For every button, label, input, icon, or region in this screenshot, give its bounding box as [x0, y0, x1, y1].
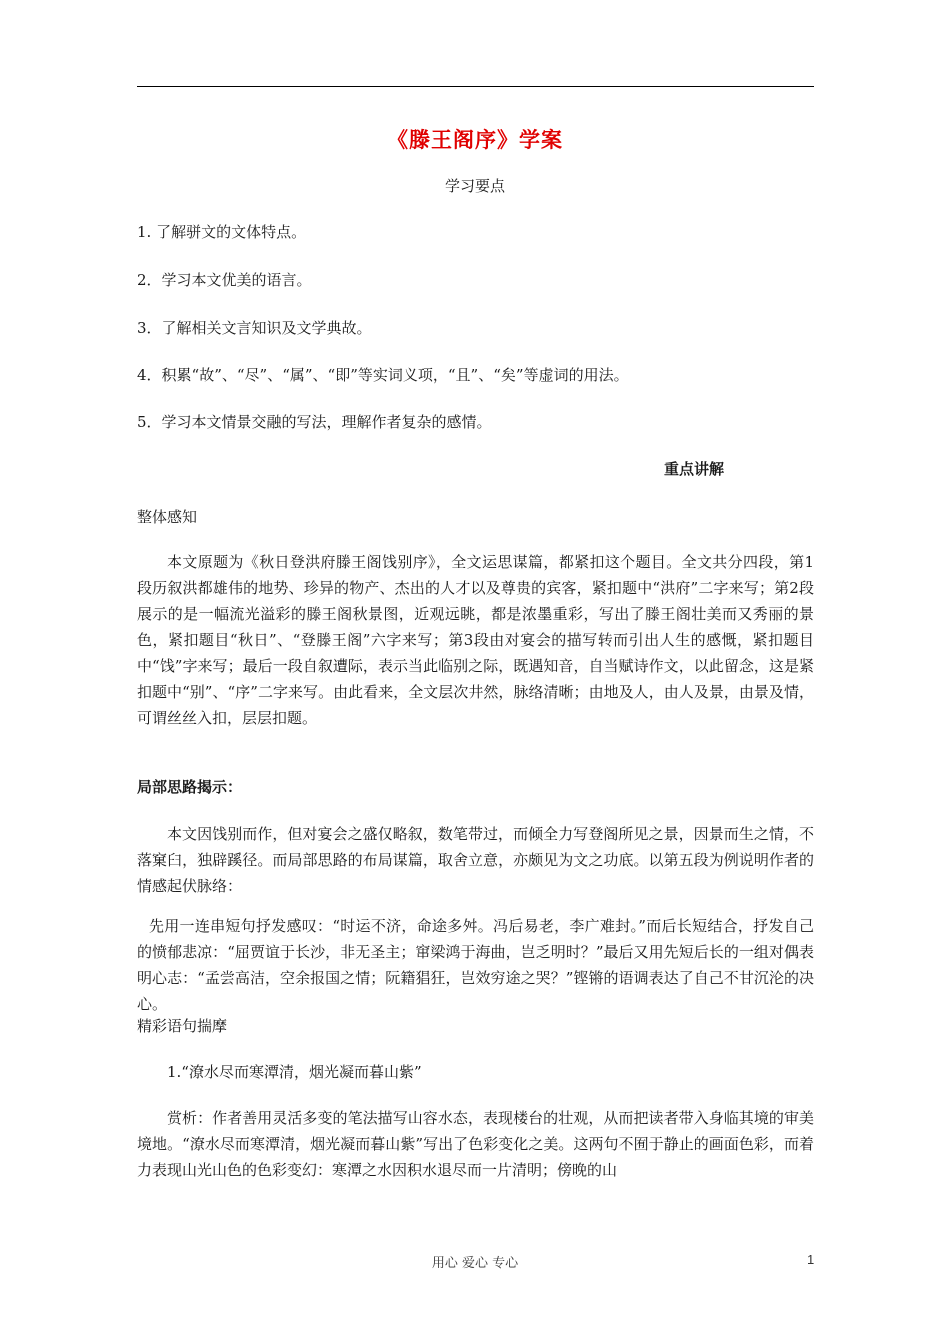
focus-heading: 重点讲解 [664, 460, 725, 478]
page-footer: 用心 爱心 专心 [431, 1256, 519, 1271]
local-heading: 局部思路揭示： [137, 778, 243, 796]
goal-item: 2．学习本文优美的语言。 [137, 271, 312, 289]
goal-item: 5．学习本文情景交融的写法，理解作者复杂的感情。 [137, 413, 492, 431]
goal-item: 1. 了解骈文的文体特点。 [137, 223, 307, 241]
goal-item: 4．积累“故”、“尽”、“属”、“即”等实词义项，“且”、“矣”等虚词的用法。 [137, 366, 629, 384]
analysis-paragraph: 赏析：作者善用灵活多变的笔法描写山容水态，表现楼台的壮观，从而把读者带入身临其境的审美境地。“潦水尽而寒潭清，烟光凝而暮山紫”写出了色彩变化之美。这两句不囿于静止的画面色彩，而着力表现山光山色的色彩变幻：寒潭之水因积水退尽而一片清明；傍晚的山 [137, 1109, 814, 1179]
header-rule [137, 86, 814, 87]
sentence-heading: 精彩语句揣摩 [137, 1017, 228, 1035]
sentence-item: 1.“潦水尽而寒潭清，烟光凝而暮山紫” [167, 1063, 422, 1081]
overall-heading: 整体感知 [137, 508, 198, 526]
local-paragraph-1: 本文因饯别而作，但对宴会之盛仅略叙，数笔带过，而倾全力写登阁所见之景，因景而生之情，不落窠臼，独辟蹊径。而局部思路的布局谋篇，取舍立意，亦颇见为文之功底。以第五段为例说明作者的情感起伏脉络： [137, 825, 814, 895]
page-number: 1 [807, 1252, 815, 1267]
document-title: 《滕王阁序》学案 [387, 127, 563, 152]
goal-item: 3．了解相关文言知识及文学典故。 [137, 319, 372, 337]
local-paragraph-2: 先用一连串短句抒发感叹：“时运不济，命途多舛。冯后易老，李广难封。”而后长短结合，抒发自己的愤郁悲凉：“屈贾谊于长沙，非无圣主；窜梁鸿于海曲，岂乏明时？”最后又用先短后长的一组对偶表明心志：“孟尝高洁，空余报国之情；阮籍猖狂，岂效穷途之哭？”铿锵的语调表达了自己不甘沉沦的决心。 [137, 917, 814, 1013]
section-subtitle: 学习要点 [444, 177, 505, 195]
overall-paragraph: 本文原题为《秋日登洪府滕王阁饯别序》，全文运思谋篇，都紧扣这个题目。全文共分四段，第1段历叙洪都雄伟的地势、珍异的物产、杰出的人才以及尊贵的宾客，紧扣题中“洪府”二字来写；第2段展示的是一幅流光溢彩的滕王阁秋景图，近观远眺，都是浓墨重彩，写出了滕王阁壮美而又秀丽的景色，紧扣题目“秋日”、“登滕王阁”六字来写；第3段由对宴会的描写转而引出人生的感慨，紧扣题目中“饯”字来写；最后一段自叙遭际，表示当此临别之际，既遇知音，自当赋诗作文，以此留念，这是紧扣题中“别”、“序”二字来写。由此看来，全文层次井然，脉络清晰；由地及人，由人及景，由景及情，可谓丝丝入扣，层层扣题。 [137, 553, 814, 727]
